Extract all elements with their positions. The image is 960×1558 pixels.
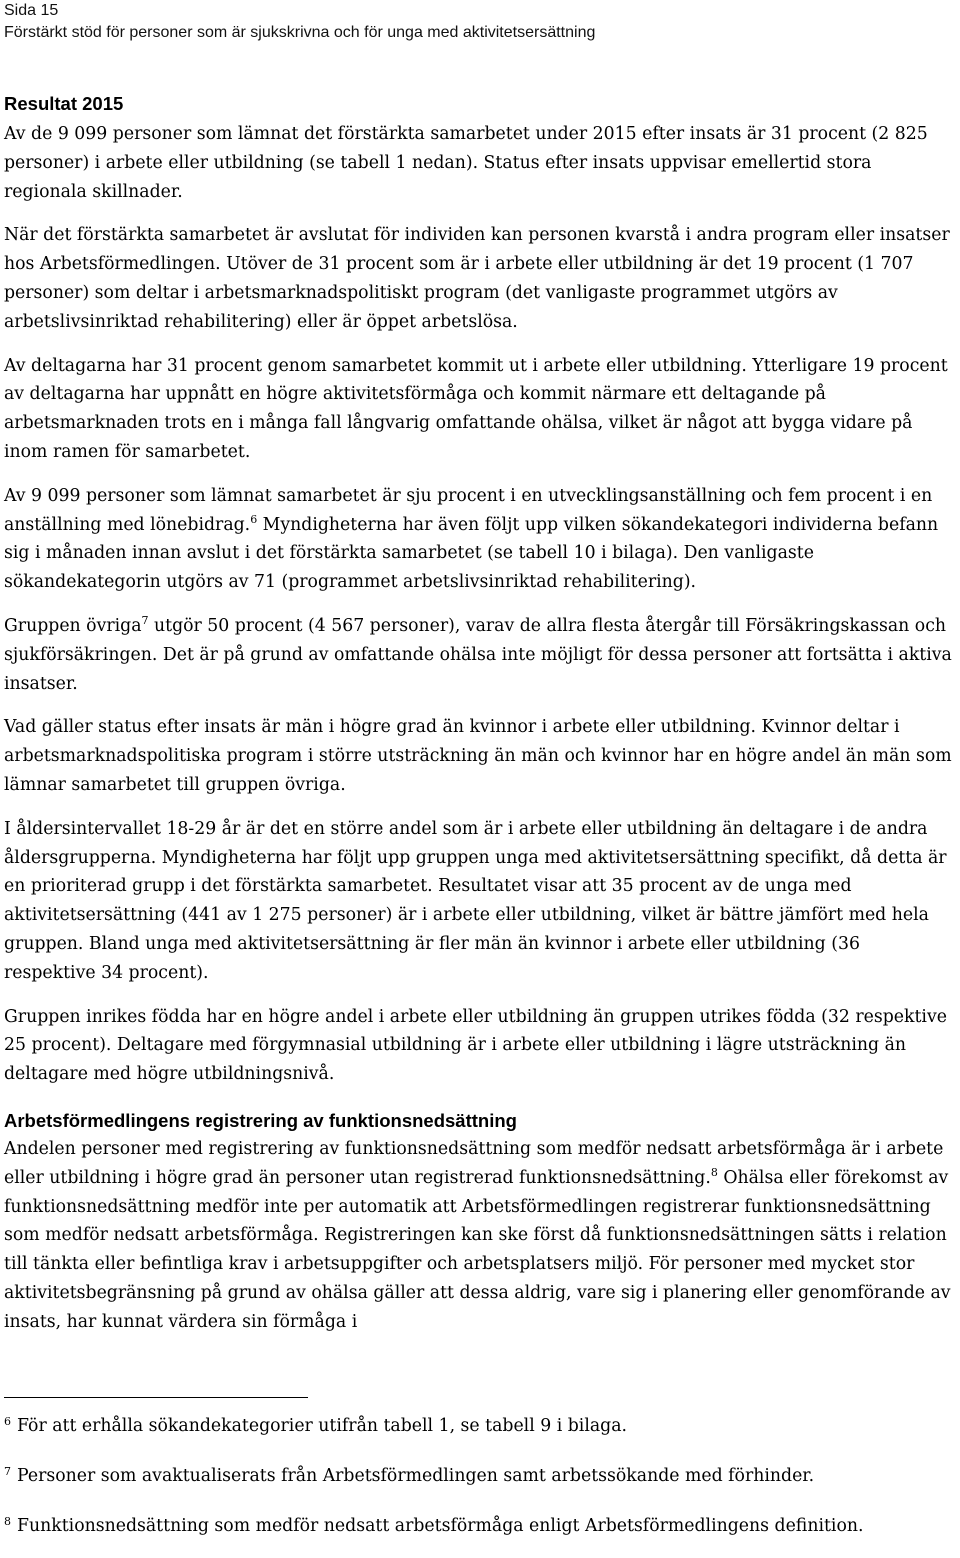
paragraph-4-text-b: Myndigheterna har även följt upp vilken sökandekategori individerna befann sig i månaden innan avslut i det förstärkta samarbetet (se tabell 10 i bilaga). Den vanligaste sökandekategorin utgörs av 71 (programmet arbetslivsinriktad rehabilitering).: [4, 514, 939, 593]
paragraph-8: Gruppen inrikes födda har en högre andel i arbete eller utbildning än gruppen utrikes födda (32 respektive 25 procent). Deltagare med förgymnasial utbildning är i arbete eller utbildning i lägre utsträckning än deltagare med högre utbildningsnivå.: [4, 1006, 947, 1085]
paragraph-2: När det förstärkta samarbetet är avslutat för individen kan personen kvarstå i andra program eller insatser hos Arbetsförmedlingen. Utöver de 31 procent som är i arbete eller utbildning är det 19 procent (1 707 personer) som deltar i arbetsmarknadspolitiskt program (det vanligaste programmet utgörs av arbetslivsinriktad rehabilitering) eller är öppet arbetslösa.: [4, 225, 950, 332]
footnote-divider: [4, 1397, 308, 1398]
section-heading-results: Resultat 2015: [4, 93, 124, 114]
footnote-number: 6: [4, 1415, 11, 1428]
page-number: Sida 15: [4, 2, 59, 19]
footnote-ref-6[interactable]: 6: [250, 512, 258, 526]
footnote-text: Funktionsnedsättning som medför nedsatt arbetsförmåga enligt Arbetsförmedlingens definition.: [17, 1516, 864, 1536]
paragraph-7: I åldersintervallet 18-29 år är det en större andel som är i arbete eller utbildning än deltagare i de andra åldersgrupperna. Myndigheterna har följt upp gruppen unga med aktivitetsersättning specifikt, då detta är en prioriterad grupp i det förstärkta samarbetet. Resultatet visar att 35 procent av de unga med aktivitetsersättning (441 av 1 275 personer) är i arbete eller utbildning, vilket är bättre jämfört med hela gruppen. Bland unga med aktivitetsersättning är fler män än kvinnor i arbete eller utbildning (36 respektive 34 procent).: [4, 818, 947, 983]
paragraph-5-text-b: utgör 50 procent (4 567 personer), varav de allra flesta återgår till Försäkringskassan och sjukförsäkringen. Det är på grund av omfattande ohälsa inte möjligt för dessa personer att fortsätta i aktiva insatser.: [4, 615, 952, 694]
footnote-number: 8: [4, 1515, 11, 1528]
paragraph-9-text-b: Ohälsa eller förekomst av funktionsnedsättning medför inte per automatik att Arbetsförmedlingen registrerar funktionsnedsättning som medför nedsatt arbetsförmåga. Registreringen kan ske först då funktionsnedsättningen sätts i relation till tänkta eller befintliga krav i arbetsuppgifter och arbetsplatsers miljö. För personer med mycket stor aktivitetsbegränsning på grund av ohälsa gäller att dessa aldrig, vare sig i planering eller genomförande av insats, har kunnat värdera sin förmåga i: [4, 1167, 951, 1332]
section-heading-registration: Arbetsförmedlingens registrering av funktionsnedsättning: [4, 1109, 517, 1131]
footnote-text: För att erhålla sökandekategorier utifrån tabell 1, se tabell 9 i bilaga.: [17, 1416, 628, 1436]
footnote-ref-7[interactable]: 7: [141, 613, 149, 627]
paragraph-1: Av de 9 099 personer som lämnat det förstärkta samarbetet under 2015 efter insats är 31 procent (2 825 personer) i arbete eller utbildning (se tabell 1 nedan). Status efter insats uppvisar emellertid stora regionala skillnader.: [4, 124, 928, 202]
paragraph-6: Vad gäller status efter insats är män i högre grad än kvinnor i arbete eller utbildning. Kvinnor deltar i arbetsmarknadspolitiska program i större utsträckning än män och kvinnor har en högre andel än män som lämnar samarbetet till gruppen övriga.: [4, 717, 952, 795]
footnote-ref-8[interactable]: 8: [710, 1165, 718, 1179]
footnote-6: [4, 1408, 956, 1440]
report-title: Förstärkt stöd för personer som är sjukskrivna och för unga med aktivitetsersättning: [4, 24, 596, 41]
footnote-text: Personer som avaktualiserats från Arbetsförmedlingen samt arbetssökande med förhinder.: [17, 1466, 815, 1486]
footnote-7: [4, 1458, 956, 1490]
main-content: [4, 92, 956, 1351]
paragraph-4: [4, 482, 956, 597]
page-header: [4, 0, 595, 44]
paragraph-9: [4, 1135, 956, 1337]
paragraph-3: Av deltagarna har 31 procent genom samarbetet kommit ut i arbete eller utbildning. Ytterligare 19 procent av deltagarna har uppnått en högre aktivitetsförmåga och kommit närmare ett deltagande på arbetsmarknaden trots en i många fall långvarig omfattande ohälsa, vilket är något att bygga vidare på inom ramen för samarbetet.: [4, 355, 948, 462]
paragraph-5-text-a: Gruppen övriga: [4, 615, 142, 636]
paragraph-4-text-a: Av 9 099 personer som lämnat samarbetet är sju procent i en utvecklingsanställning och fem procent i en anställning med lönebidrag.: [4, 485, 933, 535]
footnote-number: 7: [4, 1465, 11, 1478]
paragraph-5: [4, 612, 956, 698]
paragraph-9-text-a: Andelen personer med registrering av funktionsnedsättning som medför nedsatt arbetsförmåga är i arbete eller utbildning i högre grad än personer utan registrerad funktionsnedsättning.: [4, 1138, 944, 1188]
footnotes: [4, 1408, 956, 1558]
footnote-8: [4, 1508, 956, 1540]
